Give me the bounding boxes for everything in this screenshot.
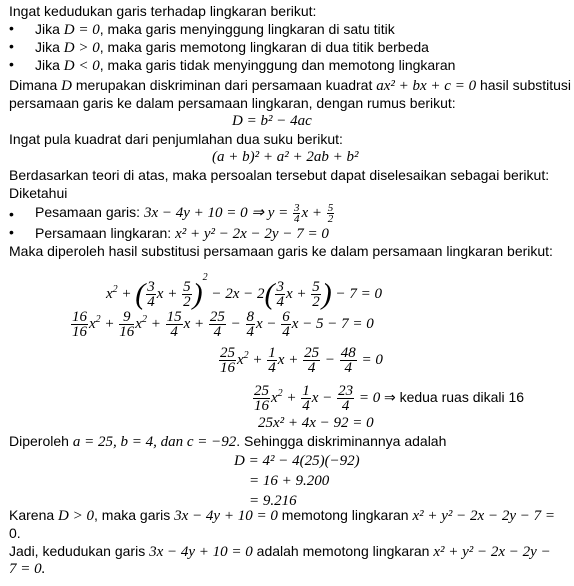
ingat-pula-text: Ingat pula kuadrat dari penjumlahan dua suku berikut: <box>9 131 343 147</box>
math: ax² + bx + c = 0 <box>376 78 477 94</box>
maka-diperoleh-text: Maka diperoleh hasil substitusi persamaan garis ke dalam persamaan lingkaran berikut: <box>9 243 553 259</box>
text: Persamaan lingkaran: <box>35 225 176 241</box>
text: memotong lingkaran <box>277 507 413 523</box>
math: x² + y² − 2x − 2y − 7 = 0 <box>175 226 329 242</box>
step-note: ⇒ kedua ruas dikali 16 <box>383 389 525 405</box>
step-5: 25x² + 4x − 92 = 0 <box>258 415 374 431</box>
text: Diperoleh <box>9 433 73 449</box>
step-1: $x^2$ + ( $\frac{3}{4}$ x + $\frac{5}{2}$ )$^2$ − 2x − 2( $\frac{3}{4}$ x + $\frac{5}{2}$ ) − 7 = 0 <box>106 272 383 311</box>
known-line: Pesamaan garis: 3x − 4y + 10 = 0 ⇒ y = $\frac{3}{4}$ x + $\frac{5}{2}$ <box>35 202 334 225</box>
step-4: $\frac{25}{16}$ $x^2$ + $\frac{1}{4}$ x − $\frac{23}{4}$ = 0 ⇒ kedua ruas dikali 16 <box>254 383 525 415</box>
intro-text: Ingat kedudukan garis terhadap lingkaran berikut: <box>9 3 317 19</box>
text: Pesamaan garis: <box>35 204 144 221</box>
math: 3x − 4y + 10 = 0 <box>174 508 278 524</box>
math: 3x − 4y + 10 = 0 ⇒ y = <box>143 205 292 222</box>
karena-line <box>9 506 555 525</box>
case-condition: D = 0 <box>63 22 100 38</box>
text: merupakan diskriminan dari persamaan kuadrat <box>71 77 377 93</box>
dimana-line-2: persamaan garis ke dalam persamaan lingkaran, dengan rumus berikut: <box>9 95 456 111</box>
math: D <box>61 78 72 94</box>
math: 3x − 4y + 10 = 0 <box>149 544 253 560</box>
known-circle <box>35 224 329 243</box>
text: hasil substitusi <box>476 77 572 93</box>
text: , maka garis <box>94 507 175 523</box>
karena-end: 0. <box>9 525 21 541</box>
disc-line-2: = 16 + 9.200 <box>249 473 330 489</box>
case-condition: D < 0 <box>63 58 100 74</box>
formula-square: (a + b)² + a² + 2ab + b² <box>212 149 359 165</box>
case-item <box>35 38 429 57</box>
case-post: , maka garis menyinggung lingkaran di satu titik <box>99 21 395 37</box>
text: Jadi, kedudukan garis <box>9 543 150 559</box>
case-post: , maka garis memotong lingkaran di dua titik berbeda <box>99 39 429 55</box>
step-2: $\frac{16}{16}$ $x^2$ + $\frac{9}{16}$ $x^2$ + $\frac{15}{4}$ x + $\frac{25}{4}$ − $\frac{8}{4}$ x − $\frac{6}{4}$ x − 5 − 7 = 0 <box>72 309 374 341</box>
case-pre: Jika <box>35 39 64 55</box>
math: a = 25, b = 4, dan c = −92 <box>72 434 237 450</box>
text: . Sehingga diskriminannya adalah <box>236 433 447 449</box>
dimana-line <box>9 76 571 95</box>
text: Dimana <box>9 77 62 93</box>
case-item <box>35 56 455 75</box>
math: x² + y² − 2x − 2y − 7 = <box>412 508 555 524</box>
step-3: $\frac{25}{16}$ $x^2$ + $\frac{1}{4}$ x + $\frac{25}{4}$ − $\frac{48}{4}$ = 0 <box>220 345 383 377</box>
fraction: $\frac{3}{4}$ <box>293 202 300 225</box>
jadi-line <box>9 542 551 561</box>
case-condition: D > 0 <box>63 40 100 56</box>
case-post: , maka garis tidak menyinggung dan memotong lingkaran <box>99 57 456 73</box>
diketahui-label: Diketahui <box>9 185 68 201</box>
bullet-icon: • <box>9 56 14 72</box>
case-item <box>35 20 395 39</box>
berdasarkan-text: Berdasarkan teori di atas, maka persoalan tersebut dapat diselesaikan sebagai berikut: <box>9 167 550 183</box>
disc-line-3: = 9.216 <box>249 493 297 509</box>
math: x² + y² − 2x − 2y − <box>433 544 551 560</box>
fraction: $\frac{5}{2}$ <box>327 202 334 225</box>
text: adalah memotong lingkaran <box>252 543 434 559</box>
diperoleh-line <box>9 432 446 451</box>
jadi-end: 7 = 0. <box>9 561 46 577</box>
bullet-icon: • <box>9 206 14 222</box>
case-pre: Jika <box>35 57 64 73</box>
disc-line-1: D = 4² − 4(25)(−92) <box>234 453 360 469</box>
bullet-icon: • <box>9 38 14 54</box>
bullet-icon: • <box>9 224 14 240</box>
text: Karena <box>9 507 59 523</box>
bullet-icon: • <box>9 20 14 36</box>
math: D > 0 <box>58 508 95 524</box>
formula-discriminant: D = b² − 4ac <box>232 113 312 129</box>
case-pre: Jika <box>35 21 64 37</box>
